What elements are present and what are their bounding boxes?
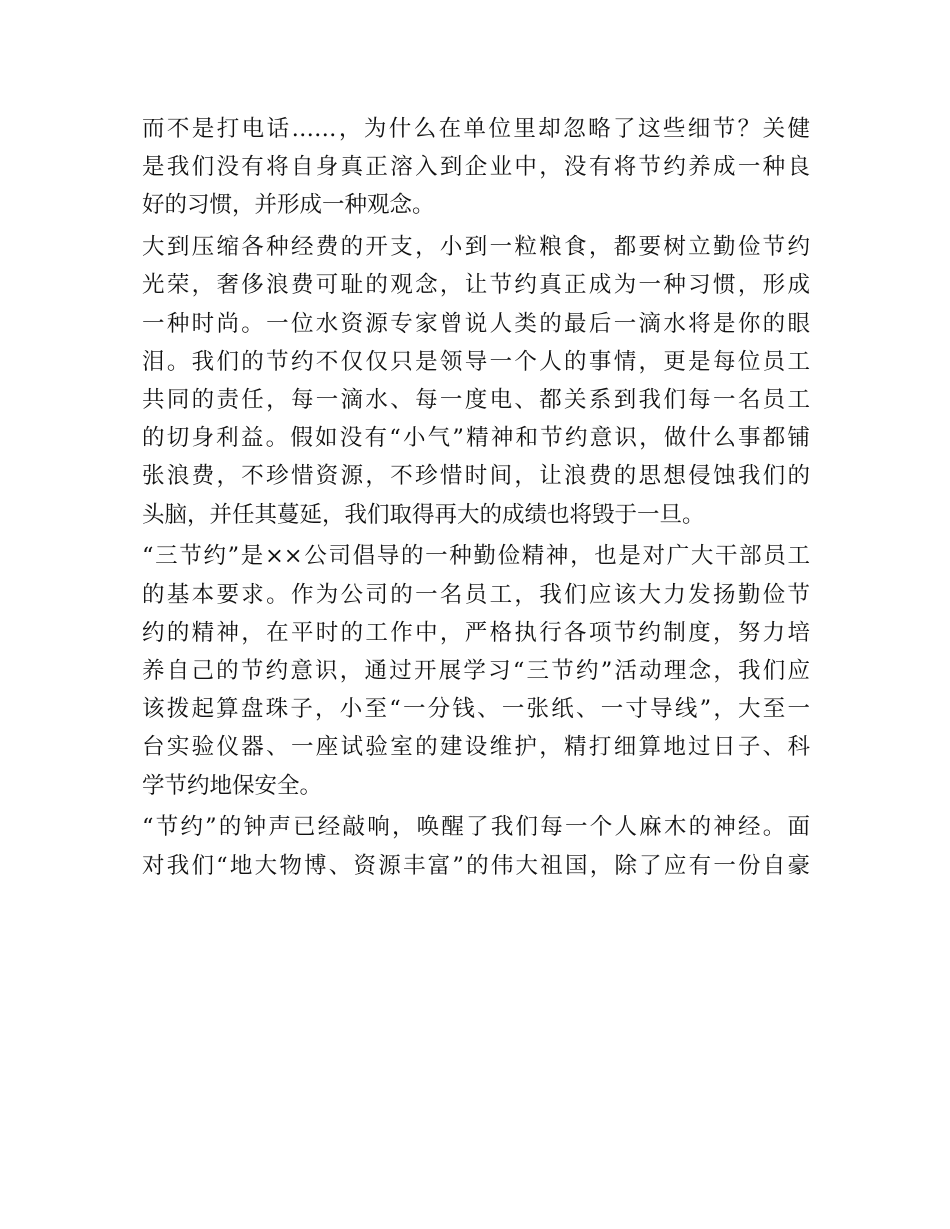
text-line: 一种时尚。一位水资源专家曾说人类的最后一滴水将是你的眼 (142, 310, 810, 337)
paragraph-3 (142, 537, 810, 804)
text-line: 对我们“地大物博、资源丰富”的伟大祖国，除了应有一份自豪 (142, 852, 810, 879)
paragraph-1 (142, 110, 810, 225)
text-line: 的切身利益。假如没有“小气”精神和节约意识，做什么事都铺 (142, 425, 810, 452)
text-line: 约的精神，在平时的工作中，严格执行各项节约制度，努力培 (142, 619, 810, 646)
paragraph-2 (142, 228, 810, 534)
text-line: 而不是打电话……，为什么在单位里却忽略了这些细节？关健 (142, 116, 810, 142)
text-line: 头脑，并任其蔓延，我们取得再大的成绩也将毁于一旦。 (142, 501, 705, 528)
text-line: 大到压缩各种经费的开支，小到一粒粮食，都要树立勤俭节约 (142, 234, 810, 261)
text-line: 的基本要求。作为公司的一名员工，我们应该大力发扬勤俭节 (142, 581, 810, 608)
document-body (142, 110, 810, 888)
text-line: “节约”的钟声已经敲响，唤醒了我们每一个人麻木的神经。面 (142, 814, 810, 841)
text-line: 是我们没有将自身真正溶入到企业中，没有将节约养成一种良 (142, 154, 810, 181)
text-line: 泪。我们的节约不仅仅只是领导一个人的事情，更是每位员工 (142, 348, 810, 375)
text-line: 张浪费，不珍惜资源，不珍惜时间，让浪费的思想侵蚀我们的 (142, 463, 810, 490)
text-line: “三节约”是××公司倡导的一种勤俭精神，也是对广大干部员工 (142, 543, 810, 570)
text-line: 共同的责任，每一滴水、每一度电、都关系到我们每一名员工 (142, 387, 810, 414)
text-line: 好的习惯，并形成一种观念。 (142, 192, 435, 219)
text-line: 该拨起算盘珠子，小至“一分钱、一张纸、一寸导线”，大至一 (142, 696, 810, 723)
text-line: 养自己的节约意识，通过开展学习“三节约”活动理念，我们应 (142, 658, 810, 685)
text-line: 台实验仪器、一座试验室的建设维护，精打细算地过日子、科 (142, 734, 810, 761)
text-line: 光荣，奢侈浪费可耻的观念，让节约真正成为一种习惯，形成 (142, 272, 810, 299)
text-line: 学节约地保安全。 (142, 772, 323, 799)
paragraph-4 (142, 808, 810, 884)
